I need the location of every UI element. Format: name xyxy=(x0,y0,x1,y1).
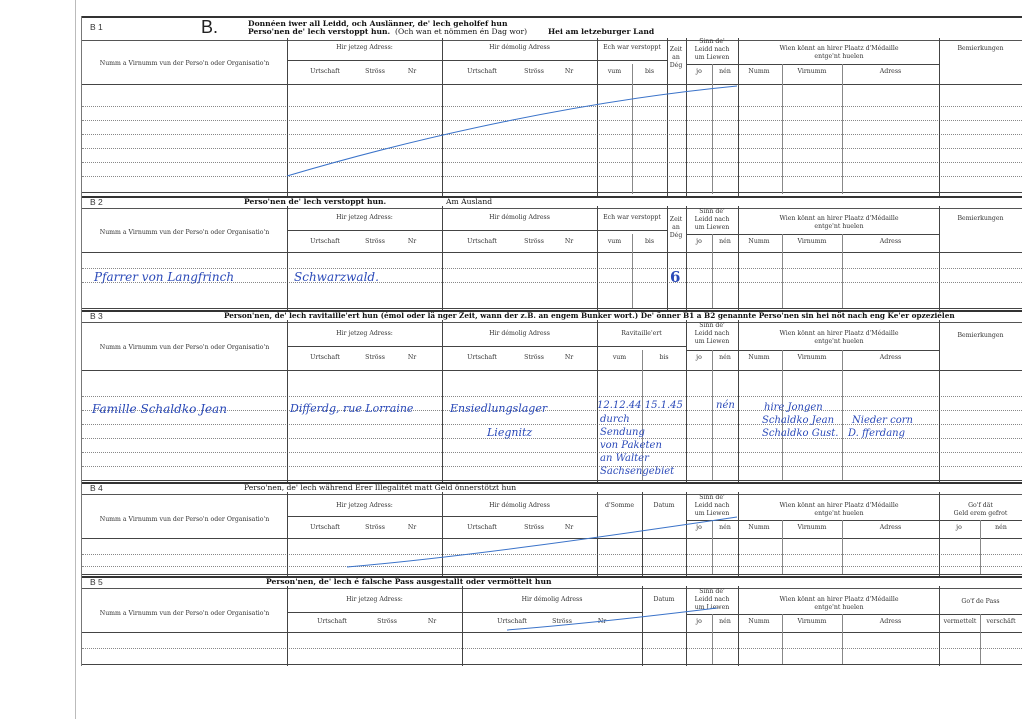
header-number: Nr xyxy=(407,68,417,75)
header-locality: Urtschaft xyxy=(317,618,347,625)
header-address: Adress xyxy=(879,524,902,531)
b3-alive-handwritten: nén xyxy=(716,400,735,411)
header-yes: jo xyxy=(696,618,702,625)
section-title-right: Am Ausland xyxy=(446,197,493,206)
header-to: bis xyxy=(644,68,655,75)
header-surname: Numm xyxy=(748,524,770,531)
header-locality: Urtschaft xyxy=(310,354,340,361)
section-code: B 3 xyxy=(90,311,103,321)
section-title: Person'nen, de' lech ravitaille'ert hun (émol oder lä nger Zeit, wann der z.B. an engem Bunker wort.) De' önner B1 a B2 genannte Perso'nen sin hei nöt nach eng Ke'er opzeziélen xyxy=(224,311,955,320)
header-surname: Numm xyxy=(748,238,770,245)
section-b5-header xyxy=(82,576,1022,589)
header-street: Ströss xyxy=(524,524,544,531)
section-b5 xyxy=(82,576,1022,666)
b3-medal-address-handwritten: D. fferdang xyxy=(848,428,906,439)
b3-rav-handwritten: von Paketen xyxy=(600,440,662,451)
section-big-letter: B. xyxy=(201,17,219,37)
header-ravitailleert: Ravitaille'ert xyxy=(621,330,662,337)
header-alive: Sinn de' Leidd nach um Liewen xyxy=(694,588,730,611)
header-address: Adress xyxy=(879,354,902,361)
header-name: Numm a Virnumm vun der Perso'n oder Organisatio'n xyxy=(99,229,270,236)
header-locality: Urtschaft xyxy=(467,238,497,245)
header-name: Numm a Virnumm vun der Perso'n oder Organisatio'n xyxy=(99,516,270,523)
header-firstname: Virnumm xyxy=(797,68,827,75)
section-b1 xyxy=(82,16,1022,196)
header-to: bis xyxy=(644,238,655,245)
header-surname: Numm xyxy=(748,618,770,625)
b3-rav-handwritten: 12.12.44 15.1.45 xyxy=(597,400,683,411)
header-alive: Sinn de' Leidd nach um Liewen xyxy=(694,494,730,517)
b2-days-handwritten: 6 xyxy=(670,268,681,286)
header-yes: jo xyxy=(696,68,702,75)
header-from: vum xyxy=(607,68,622,75)
header-street: Ströss xyxy=(524,354,544,361)
header-firstname: Virnumm xyxy=(797,354,827,361)
section-code: B 1 xyxy=(90,22,103,32)
section-b3 xyxy=(82,310,1022,482)
header-time: Zeit an Dég xyxy=(669,216,683,239)
header-from: vum xyxy=(612,354,627,361)
header-firstname: Virnumm xyxy=(797,238,827,245)
b2-address-handwritten: Schwarzwald. xyxy=(294,270,379,284)
header-returned: vermettelt xyxy=(943,618,977,625)
header-medal: Wien könnt an hirer Plaatz d'Médaille entge'nt huelen xyxy=(779,45,899,60)
b2-name-handwritten: Pfarrer von Langfrinch xyxy=(94,270,235,284)
b3-medal-handwritten: Schaldko Gust. xyxy=(762,428,839,439)
header-street: Ströss xyxy=(552,618,572,625)
header-no: nén xyxy=(719,618,731,625)
header-yes: jo xyxy=(696,238,702,245)
header-surname: Numm xyxy=(748,68,770,75)
header-alive: Sinn de' Leidd nach um Liewen xyxy=(694,208,730,231)
header-current-address: Hir jetzeg Adress: xyxy=(336,502,393,509)
b3-rav-handwritten: an Walter xyxy=(600,453,649,464)
section-title-line2: Perso'nen de' lech verstoppt hun. xyxy=(248,27,391,36)
b3-former-handwritten: Ensiedlungslager xyxy=(450,402,548,415)
header-no: nén xyxy=(719,238,731,245)
header-medal: Wien könnt an hirer Plaatz d'Médaille entge'nt huelen xyxy=(779,330,899,345)
header-yes: jo xyxy=(956,524,962,531)
header-money-asked: Go'f dät Geld erem gefrot xyxy=(953,502,1008,517)
header-name: Numm a Virnumm vun der Perso'n oder Organisatio'n xyxy=(99,60,270,67)
header-time: Zeit an Dég xyxy=(669,46,683,69)
header-number: Nr xyxy=(407,238,417,245)
page-fold-line xyxy=(75,0,76,719)
header-street: Ströss xyxy=(365,68,385,75)
header-current-address: Hir jetzeg Adress: xyxy=(346,596,403,603)
header-current-address: Hir jetzeg Adress: xyxy=(336,214,393,221)
strike-through-line xyxy=(342,512,742,572)
header-current-address: Hir jetzeg Adress: xyxy=(336,44,393,51)
header-number: Nr xyxy=(564,354,574,361)
header-street: Ströss xyxy=(377,618,397,625)
strike-through-line xyxy=(502,604,722,634)
section-title: Person'nen, de' lech é falsche Pass ausgestallt oder vermöttelt hun xyxy=(266,577,552,586)
header-name: Numm a Virnumm vun der Perso'n oder Organisatio'n xyxy=(99,344,270,351)
header-address: Adress xyxy=(879,618,902,625)
header-hid-period: Ech war verstoppt xyxy=(603,44,661,51)
header-number: Nr xyxy=(427,618,437,625)
header-former-address: Hir démolig Adress xyxy=(521,596,583,603)
section-title: Donnéen iwer all Leidd, och Auslänner, de' lech geholfef hun xyxy=(248,19,508,28)
header-firstname: Virnumm xyxy=(797,618,827,625)
section-b2-header xyxy=(82,196,1022,209)
header-street: Ströss xyxy=(365,238,385,245)
header-former-address: Hir démolig Adress xyxy=(489,330,550,337)
header-locality: Urtschaft xyxy=(467,68,497,75)
strike-through-line xyxy=(282,76,742,186)
section-title: Perso'nen, de' lech während Erer Illegalitét matt Geld önnerstötzt hun xyxy=(244,483,517,492)
header-medal: Wien könnt an hirer Plaatz d'Médaille entge'nt huelen xyxy=(779,502,899,517)
b3-name-handwritten: Famille Schaldko Jean xyxy=(92,402,227,416)
section-b4-header xyxy=(82,482,1022,495)
header-remarks: Bemierkungen xyxy=(957,332,1004,339)
header-street: Ströss xyxy=(524,68,544,75)
header-sum: d'Somme xyxy=(604,502,635,509)
header-address: Adress xyxy=(879,68,902,75)
header-locality: Urtschaft xyxy=(310,238,340,245)
header-locality: Urtschaft xyxy=(497,618,527,625)
header-number: Nr xyxy=(597,618,607,625)
section-code: B 5 xyxy=(90,577,103,587)
section-code: B 4 xyxy=(90,483,103,493)
header-date: Datum xyxy=(653,502,675,509)
header-street: Ströss xyxy=(524,238,544,245)
b3-rav-handwritten: durch xyxy=(600,414,630,425)
header-former-address: Hir démolig Adress xyxy=(489,44,550,51)
section-title-right: Hei am letzeburger Land xyxy=(548,27,655,36)
header-locality: Urtschaft xyxy=(467,524,497,531)
header-surname: Numm xyxy=(748,354,770,361)
header-former-address: Hir démolig Adress xyxy=(489,502,550,509)
header-firstname: Virnumm xyxy=(797,524,827,531)
header-to: bis xyxy=(659,354,669,361)
header-remarks: Bemierkungen xyxy=(957,215,1004,222)
header-issued: verschäft xyxy=(986,618,1016,625)
section-title-note: (Och wan et nömmen én Dag wor) xyxy=(395,27,528,36)
b3-former-handwritten: Liegnitz xyxy=(487,426,533,439)
header-former-address: Hir démolig Adress xyxy=(489,214,550,221)
header-yes: jo xyxy=(696,354,702,361)
header-no: nén xyxy=(995,524,1007,531)
header-number: Nr xyxy=(564,68,574,75)
b3-address-handwritten: Differdg, rue Lorraine xyxy=(290,402,414,415)
header-street: Ströss xyxy=(365,354,385,361)
questionnaire-sheet xyxy=(81,16,1022,666)
b3-medal-handwritten: Schaldko Jean xyxy=(762,415,835,426)
header-hid-period: Ech war verstoppt xyxy=(603,214,661,221)
header-street: Ströss xyxy=(365,524,385,531)
header-from: vum xyxy=(607,238,622,245)
section-title: Perso'nen de' lech verstoppt hun. xyxy=(244,197,387,206)
section-b2 xyxy=(82,196,1022,310)
header-locality: Urtschaft xyxy=(310,68,340,75)
section-b4 xyxy=(82,482,1022,576)
header-remarks: Bemierkungen xyxy=(957,45,1004,52)
header-address: Adress xyxy=(879,238,902,245)
header-date: Datum xyxy=(653,596,675,603)
section-code: B 2 xyxy=(90,197,103,207)
header-number: Nr xyxy=(407,354,417,361)
header-name: Numm a Virnumm vun der Perso'n oder Organisatio'n xyxy=(99,610,270,617)
header-number: Nr xyxy=(407,524,417,531)
b3-medal-handwritten: hire Jongen xyxy=(764,402,823,413)
header-locality: Urtschaft xyxy=(310,524,340,531)
header-medal: Wien könnt an hirer Plaatz d'Médaille entge'nt huelen xyxy=(779,215,899,230)
header-alive: Sinn de' Leidd nach um Liewen xyxy=(694,322,730,345)
header-current-address: Hir jetzeg Adress: xyxy=(336,330,393,337)
header-yes: jo xyxy=(696,524,702,531)
header-medal: Wien könnt an hirer Plaatz d'Médaille entge'nt huelen xyxy=(779,596,899,611)
b3-rav-handwritten: Sachsengebiet xyxy=(600,466,675,477)
header-no: nén xyxy=(719,68,731,75)
header-no: nén xyxy=(719,524,731,531)
header-pass: Go'f de Pass xyxy=(961,598,1000,605)
header-number: Nr xyxy=(564,238,574,245)
header-no: nén xyxy=(719,354,731,361)
b3-rav-handwritten: Sendung xyxy=(600,427,645,438)
header-number: Nr xyxy=(564,524,574,531)
b3-medal-address-handwritten: Nieder corn xyxy=(852,415,913,426)
header-alive: Sinn de' Leidd nach um Liewen xyxy=(694,38,730,61)
header-locality: Urtschaft xyxy=(467,354,497,361)
